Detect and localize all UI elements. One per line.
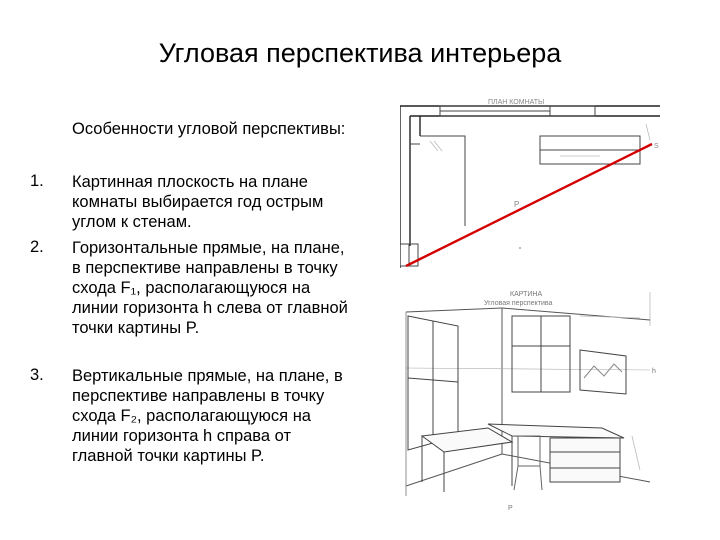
wall-picture [580,350,626,394]
back-window [512,316,570,392]
perspective-label-h: h [652,368,656,375]
room-walls [400,106,660,268]
item-number-3: 3. [30,366,44,384]
item-text-1: Картинная плоскость на плане комнаты выбирается год острым углом к стенам. [72,173,324,231]
item-text-3: Вертикальные прямые, на плане, в перспективе направлены в точку схода F₂, располагающуюся на линии горизонта h справа от главной точки картины P. [72,367,343,465]
item-number-1: 1. [30,172,44,190]
plan-caption: ПЛАН КОМНАТЫ [488,99,545,106]
angular-perspective-figure [400,286,680,514]
perspective-caption-2: Угловая перспектива [484,300,553,307]
cabinet-right [540,136,640,164]
page-title: Угловая перспектива интерьера [158,38,562,68]
chair [514,436,542,490]
desk-left [410,136,465,226]
section-subtitle: Особенности угловой перспективы: [72,120,346,138]
horizon-line [406,368,650,370]
top-window [440,106,595,116]
perspective-label-p: P [508,505,513,512]
plan-label-p: P [514,200,520,209]
item-number-2: 2. [30,238,44,256]
perspective-caption-1: КАРТИНА [510,291,543,298]
plan-label-s: S [654,143,659,150]
item-text-2: Горизонтальные прямые, на плане, в перспективе направлены в точку схода F₁, располагающуюся на линии горизонта h слева от главной точки картины P. [72,239,348,337]
picture-plane-line [406,144,652,266]
room-plan-figure [400,96,680,274]
plan-station-point [519,247,521,249]
left-window-perspective [408,316,458,450]
